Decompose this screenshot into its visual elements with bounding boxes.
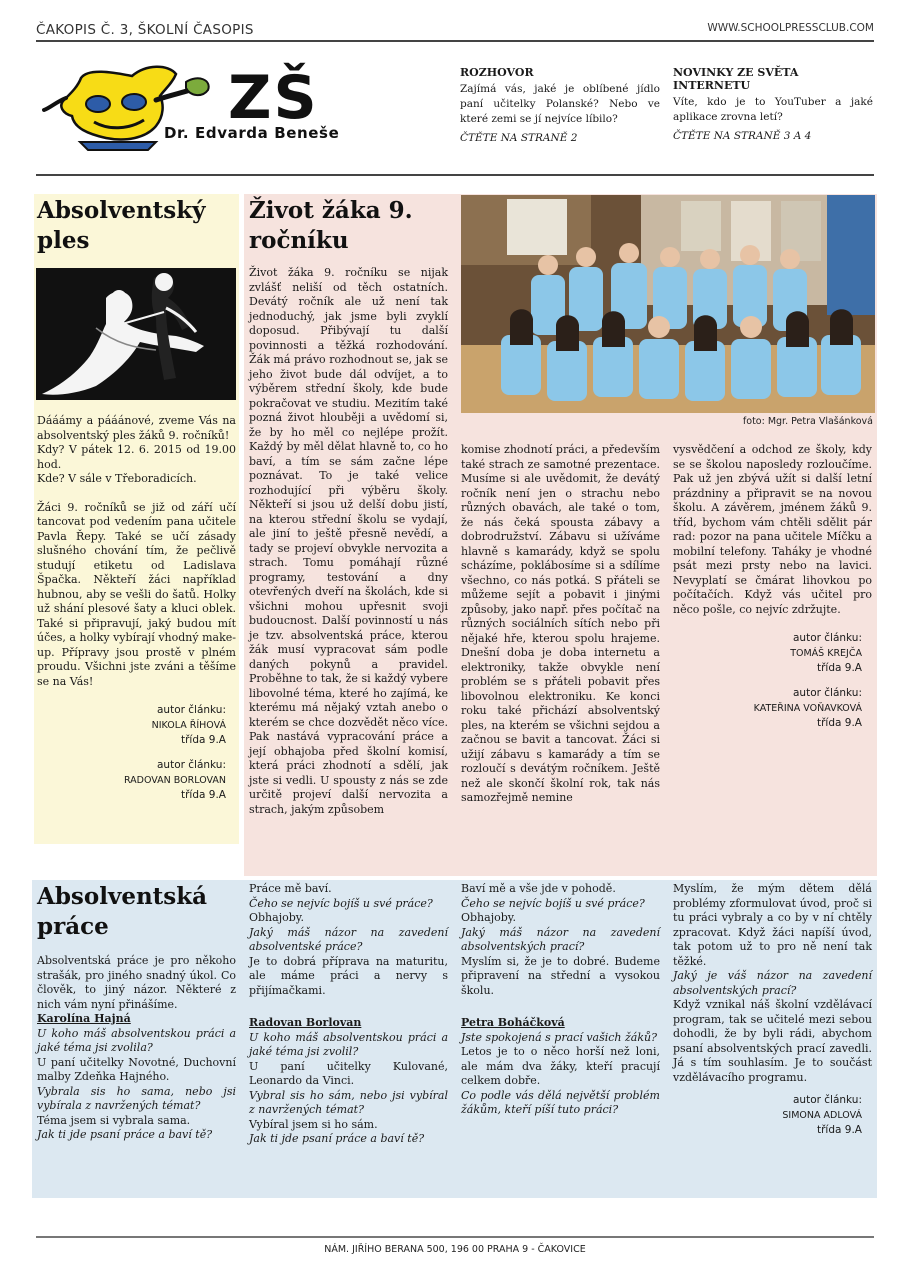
- author-name: NIKOLA ŘÍHOVÁ: [151, 720, 226, 731]
- ples-author-1: autor článku: NIKOLA ŘÍHOVÁ třída 9.A: [37, 703, 236, 748]
- teaser-title: NOVINKY ZE SVĚTA INTERNETU: [673, 66, 799, 92]
- prace-headline: Absolventská práce: [37, 883, 208, 940]
- prace-author: autor článku: SIMONA ADLOVÁ třída 9.A: [673, 1093, 872, 1138]
- author-name: KATEŘINA VOŇAVKOVÁ: [753, 703, 862, 714]
- photo-credit: foto: Mgr. Petra Vlašánková: [742, 416, 873, 427]
- teaser-interview: [460, 66, 660, 146]
- zivot-author-2: autor článku: KATEŘINA VOŇAVKOVÁ třída 9.A: [673, 686, 872, 731]
- top-bar: [36, 18, 874, 42]
- teaser-internet: [673, 66, 873, 144]
- teaser-page-link[interactable]: ČTĚTE NA STRANĚ 3 A 4: [673, 130, 812, 142]
- issue-label: ČAKOPIS Č. 3, ŠKOLNÍ ČASOPIS: [36, 22, 254, 38]
- school-logo: [36, 58, 436, 154]
- footer-divider: [36, 1236, 874, 1238]
- class-group-photo: [461, 195, 875, 413]
- masthead: [36, 58, 874, 176]
- website-link[interactable]: WWW.SCHOOLPRESSCLUB.COM: [707, 22, 874, 34]
- author-name: TOMÁŠ KREJČA: [790, 648, 862, 659]
- logo-letters: ZŠ: [228, 63, 319, 133]
- author-name: SIMONA ADLOVÁ: [782, 1110, 862, 1121]
- prace-intro: Absolventská práce je pro někoho strašák, pro jiného snadný úkol. Co člověk, to jiný názor. Některé z nich vám nyní přinášíme.: [37, 954, 236, 1011]
- zivot-column-2: komise zhodnotí práci, a především také strach ze samotné prezentace. Musíme si ale uvědomit, že devátý ročník není jen o strachu nebo různých obavách, ale také o tom, že nás čeká spousta zábavy a dobrodružství. Zábavu si užíváme hlavně s kamarády, když se spolu scházíme, poklábosíme si a sdílíme všechno, co nás potká. S přáteli se můžeme sejít a pobavit i jinými způsoby, jako např. přes počítač na různých sociálních sítích nebo při nějaké hře, kterou spolu hrajeme. Dnešní doba je doba internetu a elektroniky, takže obvykle není problém se s přáteli pobavit přes libovolnou elektroniku. Ke konci roku také přichází absolventský ples, na kterém se všichni sejdou a začnou se bavit a tancovat. Žáci si užijí zábavu s kamarády a tím se rozloučí s devátým ročníkem. Ještě než ale skončí školní rok, tak nás samozřejmě nemine: [461, 443, 660, 804]
- teaser-title: ROZHOVOR: [460, 66, 534, 79]
- logo-school-name: Dr. Edvarda Beneše: [164, 124, 340, 142]
- zivot-author-1: autor článku: TOMÁŠ KREJČA třída 9.A: [673, 631, 872, 676]
- zivot-headline: Život žáka 9. ročníku: [249, 197, 413, 254]
- zivot-column-3: vysvědčení a odchod ze školy, kdy se se školou naposledy rozloučíme. Pak už jen zbývá užít si další letní prázdniny a připravit se na novou školu. A závěrem, jménem žáků 9. tříd, bychom vám chtěli sdělit pár rad: pozor na pana učitele Míčku a mobilní telefony. Taháky je vhodné psát mezi prsty nebo na lavici. Nevyplatí se čmárat lihovkou po počítačích. Když vás učitel pro něco pošle, co nejvíc zdržujte. autor článku: TOMÁŠ KREJČA třída 9.A autor článku: KATEŘINA VOŇAVKOVÁ třída 9.A: [673, 443, 872, 729]
- ples-when: Kdy? V pátek 12. 6. 2015 od 19.00 hod.: [37, 443, 236, 471]
- ples-author-2: autor článku: RADOVAN BORLOVAN třída 9.A: [37, 758, 236, 803]
- prace-column-3: Baví mě a vše jde v pohodě. Čeho se nejvíc bojíš u své práce? Obhajoby. Jaký máš názor na zavedení absolventských prací? Myslím si, že je to dobré. Budeme připravení na střední a vysokou školu. Petra Boháčková Jste spokojená s prací vašich žáků? Letos je to o něco horší než loni, ale mám dva žáky, kteří pracují celkem dobře. Co podle vás dělá největší problém žákům, kteří píší tuto práci?: [461, 882, 660, 1116]
- interviewee-name: Karolína Hajná: [37, 1012, 131, 1025]
- prace-column-4: Myslím, že mým dětem dělá problémy zformulovat úvod, proč si tu práci vybraly a co by v ní chtěly zpracovat. Když žáci napíší úvod, tak potom už to pro ně není tak těžké. Jaký je váš názor na zavedení absolventských prací? Když vznikal náš školní vzdělávací program, tak se učitelé mezi sebou dohodli, že by byli rádi, abychom psaní absolventských prací zavedli. Já s tím souhlasím. Je to součást vzdělávacího programu. autor článku: SIMONA ADLOVÁ třída 9.A: [673, 882, 872, 1136]
- ples-where: Kde? V sále v Třeboradicích.: [37, 472, 197, 485]
- ples-headline: Absolventský ples: [37, 197, 206, 254]
- prace-column-2: Práce mě baví. Čeho se nejvíc bojíš u své práce? Obhajoby. Jaký máš názor na zavedení absolventské práce? Je to dobrá příprava na maturitu, ale máme práci a nervy s přijímačkami. Radovan Borlovan U koho máš absolventskou práci a jaké téma jsi zvolil? U paní učitelky Kulované, Leonardo da Vinci. Vybral sis ho sám, nebo jsi vybíral z navržených témat? Vybíral jsem si ho sám. Jak ti jde psaní práce a baví tě?: [249, 882, 448, 1145]
- teaser-page-link[interactable]: ČTĚTE NA STRANĚ 2: [460, 132, 578, 144]
- prace-column-1: Absolventská práce je pro někoho strašák, pro jiného snadný úkol. Co člověk, to jiný názor. Některé z nich vám nyní přinášíme. Karolína Hajná U koho máš absolventskou práci a jaké téma jsi zvolila? U paní učitelky Novotné, Duchovní malby Zdeňka Hajného. Vybrala sis ho sama, nebo jsi vybírala z navržených témat? Téma jsem si vybrala sama. Jak ti jde psaní práce a baví tě?: [37, 954, 236, 1141]
- zivot-column-1: Život žáka 9. ročníku se nijak zvlášť neliší od těch ostatních. Devátý ročník ale už není tak jednoduchý, jak jsme byli zvyklí doposud. Přibývají tu další povinnosti a těžká rozhodování. Žák má právo rozhodnout se, jak se jeho život bude dál odvíjet, a to výběrem střední školy, kde bude pokračovat ve studiu. Mezitím také pozná život hlouběji a uvědomí si, že by ho měl co nejlépe prožít. Každý by měl dělat hlavně to, co ho baví, a tím se sám začne lépe poznávat. To je také velice rozhodující při výběru školy. Někteří si jsou už delší dobu jistí, na kterou střední školu se vydají, ale jiní to ještě přesně nevědí, a tady se projeví obvykle nervozita a strach. Tomu pomáhají různé programy, testování a dny otevřených dveří na školách, kde si všichni mohou upřesnit svoji budoucnost. Další povinností u nás je tzv. absolventská práce, kterou žák musí vypracovat sám podle daných pokynů a pravidel. Proběhne to tak, že si každý vybere libovolné téma, které ho zajímá, ke kterému má nějaký vztah anebo o kterém se chce dozvědět něco více. Pak nastává vypracování práce a její obhajoba před školní komisí, která práci zhodnotí a sdělí, jak jste si vedli. U spousty z nás se zde určitě projeví další nervozita a strach, jakým způsobem: [249, 266, 448, 816]
- ples-intro: Dááámy a pááánové, zveme Vás na absolventský ples žáků 9. ročníků!: [37, 414, 236, 442]
- interviewee-name: Petra Boháčková: [461, 1016, 565, 1029]
- interviewee-name: Radovan Borlovan: [249, 1016, 362, 1029]
- author-name: RADOVAN BORLOVAN: [123, 775, 226, 786]
- ples-text-column: [37, 414, 236, 803]
- ples-body: Žáci 9. ročníků se již od září učí tancovat pod vedením pana učitele Pavla Řepy. Také se učí zásady slušného chování tím, že pečlivě studují etiketu od Ladislava Špačka. Někteří žáci například hubnou, aby se vešli do šatů. Holky už shání plesové šaty a kluci oblek. Také si připravují, jaký budou mít účes, a holky vybírají vhodný make-up. Přípravy jsou prostě v plném proudu. Všichni jste zváni a těšíme se na Vás!: [37, 500, 236, 688]
- footer-address: NÁM. JIŘÍHO BERANA 500, 196 00 PRAHA 9 - ČAKOVICE: [324, 1244, 586, 1255]
- teaser-body: Víte, kdo je to YouTuber a jaké aplikace zrovna letí?: [673, 96, 873, 123]
- teaser-body: Zajímá vás, jaké je oblíbené jídlo paní učitelky Polanské? Nebo ve které zemi se jí nejvíce líbilo?: [460, 83, 660, 125]
- ballroom-dancers-image: [36, 268, 236, 400]
